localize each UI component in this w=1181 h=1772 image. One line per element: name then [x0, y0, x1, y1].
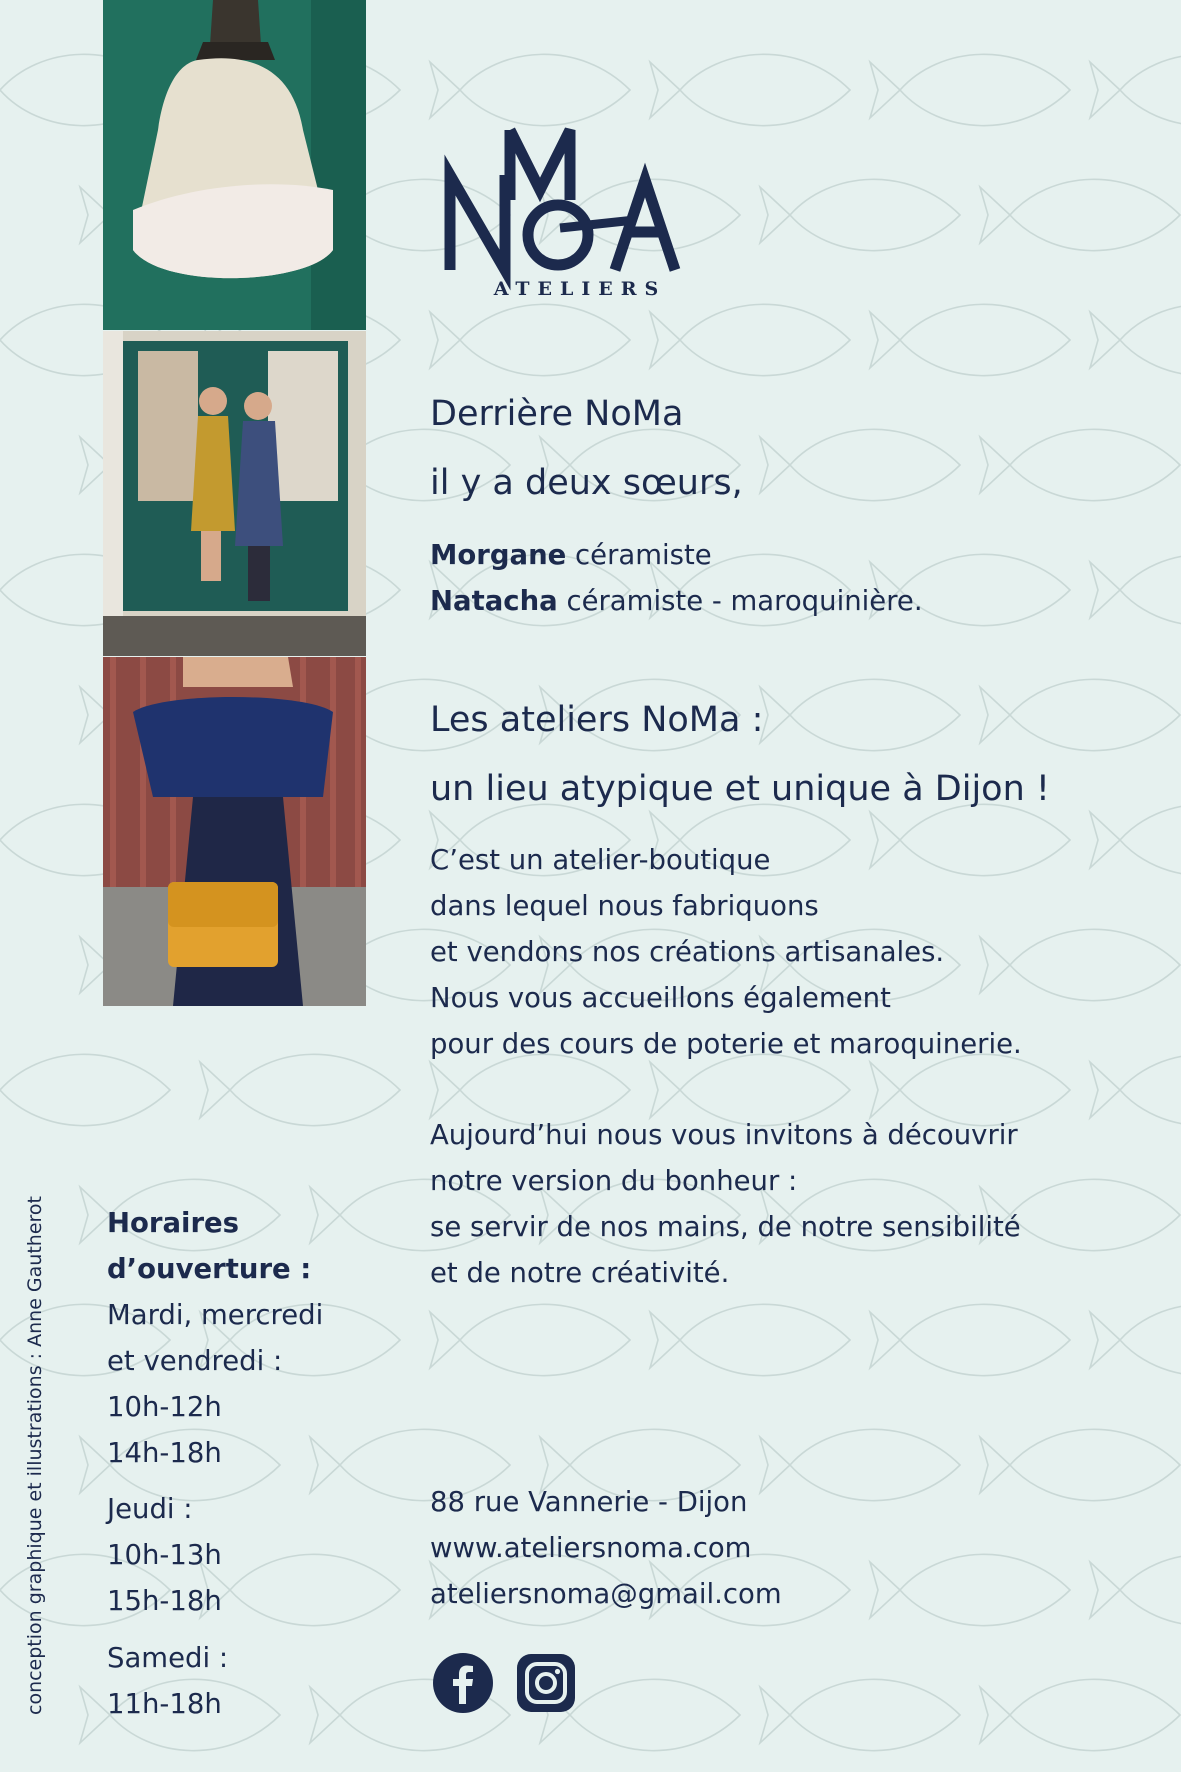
fish-outline [870, 804, 1070, 875]
hours-days: Mardi, mercredi [107, 1299, 324, 1331]
section-title-1: Les ateliers NoMa : [430, 700, 764, 740]
fish-outline [0, 1054, 170, 1125]
intro-line-2: il y a deux sœurs, [430, 463, 743, 503]
fish-outline [200, 1054, 400, 1125]
person-name: Morgane [430, 539, 567, 571]
fish-outline [760, 429, 960, 500]
fish-outline [870, 1554, 1070, 1625]
paragraph-line: C’est un atelier-boutique [430, 844, 771, 876]
fish-outline [980, 429, 1180, 500]
intro-line-1: Derrière NoMa [430, 394, 684, 434]
section-title-2: un lieu atypique et unique à Dijon ! [430, 769, 1050, 809]
facebook-icon[interactable] [432, 1652, 494, 1714]
fish-outline [1090, 1304, 1181, 1375]
paragraph-line: et vendons nos créations artisanales. [430, 936, 945, 968]
fish-outline [760, 1679, 960, 1750]
paragraph-line: pour des cours de poterie et maroquinerie. [430, 1028, 1022, 1060]
person-role: céramiste - maroquinière. [557, 585, 923, 617]
fish-outline [650, 304, 850, 375]
photo-two-sisters [103, 331, 366, 656]
hours-time: 15h-18h [107, 1585, 222, 1617]
fish-outline [870, 54, 1070, 125]
hours-time: 10h-12h [107, 1391, 222, 1423]
hours-time: 11h-18h [107, 1688, 222, 1720]
fish-outline [430, 1304, 630, 1375]
paragraph-line: se servir de nos mains, de notre sensibilité [430, 1211, 1021, 1243]
fish-outline [430, 304, 630, 375]
fish-outline [980, 679, 1180, 750]
fish-outline [1090, 304, 1181, 375]
fish-outline [760, 1429, 960, 1500]
hours-time: 10h-13h [107, 1539, 222, 1571]
fish-outline [430, 54, 630, 125]
person-natacha [430, 578, 923, 624]
fish-outline [1090, 1554, 1181, 1625]
contact-email[interactable]: ateliersnoma@gmail.com [430, 1578, 782, 1610]
fish-outline [980, 1679, 1180, 1750]
hours-time: 14h-18h [107, 1437, 222, 1469]
instagram-icon[interactable] [515, 1652, 577, 1714]
fish-outline [1090, 554, 1181, 625]
contact-address: 88 rue Vannerie - Dijon [430, 1486, 748, 1518]
logo-subtitle: ATELIERS [493, 278, 667, 300]
photo-lamp [103, 0, 366, 330]
hours-days: Jeudi : [107, 1493, 193, 1525]
person-morgane [430, 532, 712, 578]
hours-title: Horaires [107, 1207, 240, 1239]
person-role: céramiste [566, 539, 712, 571]
paragraph-line: notre version du bonheur : [430, 1165, 798, 1197]
fish-outline [1090, 804, 1181, 875]
fish-outline [1090, 1054, 1181, 1125]
fish-outline [760, 679, 960, 750]
contact-website[interactable]: www.ateliersnoma.com [430, 1532, 752, 1564]
person-name: Natacha [430, 585, 558, 617]
fish-outline [870, 1304, 1070, 1375]
hours-days: et vendredi : [107, 1345, 283, 1377]
fish-outline [870, 304, 1070, 375]
fish-outline [650, 54, 850, 125]
fish-outline [760, 179, 960, 250]
fish-outline [200, 1554, 400, 1625]
hours-title: d’ouverture : [107, 1253, 312, 1285]
fish-outline [1090, 54, 1181, 125]
fish-outline [980, 179, 1180, 250]
paragraph-line: Aujourd’hui nous vous invitons à découvrir [430, 1119, 1018, 1151]
design-credit: conception graphique et illustrations : Anne Gautherot [24, 1196, 46, 1715]
fish-outline [980, 929, 1180, 1000]
paragraph-line: et de notre créativité. [430, 1257, 730, 1289]
fish-outline [980, 1429, 1180, 1500]
fish-outline [650, 1304, 850, 1375]
photo-leather-bag [103, 657, 366, 1006]
paragraph-line: dans lequel nous fabriquons [430, 890, 819, 922]
hours-days: Samedi : [107, 1642, 229, 1674]
paragraph-line: Nous vous accueillons également [430, 982, 891, 1014]
